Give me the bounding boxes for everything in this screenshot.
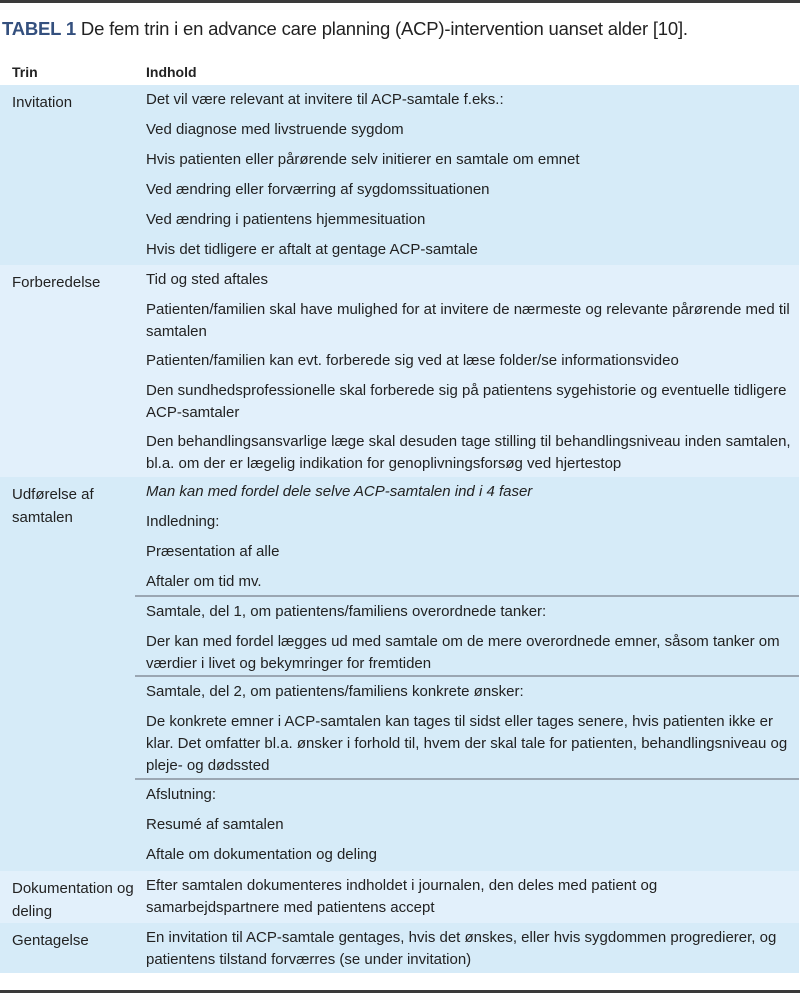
content-item: Patienten/familien skal have mulighed for at invitere de nærmeste og relevante pårørende med til samtalen — [146, 301, 790, 340]
step-content — [135, 923, 799, 974]
step-content — [135, 477, 799, 869]
table-row-gentagelse — [0, 923, 799, 973]
content-item: Tid og sted aftales — [146, 271, 269, 288]
content-block-closing — [135, 778, 799, 869]
content-item: Hvis det tidligere er aftalt at gentage ACP-samtale — [146, 241, 478, 258]
content-item: De konkrete emner i ACP-samtalen kan tages til sidst eller tages senere, hvis patienten ikke er klar. Det omfatter bl.a. ønsker i forhold til, hvem der skal tale for patienten, behandlingsniveau og pleje- og dødssted — [146, 713, 788, 774]
content-block — [135, 923, 799, 974]
column-header-indhold: Indhold — [146, 64, 197, 80]
content-item: Præsentation af alle — [146, 543, 280, 560]
table-row-dokumentation — [0, 871, 799, 923]
step-label: Dokumentation og deling — [12, 880, 134, 920]
content-item: En invitation til ACP-samtale gentages, hvis det ønskes, eller hvis sygdommen progredierer, og patientens tilstand forværres (se under invitation) — [146, 929, 777, 968]
content-block — [135, 265, 799, 478]
content-block — [135, 871, 799, 922]
content-item: Ved ændring i patientens hjemmesituation — [146, 211, 426, 228]
content-item: Resumé af samtalen — [146, 816, 284, 833]
content-item: Efter samtalen dokumenteres indholdet i journalen, den deles med patient og samarbejdspartnere med patientens accept — [146, 877, 658, 916]
step-label: Udførelse af samtalen — [12, 486, 94, 526]
acp-steps-table — [0, 85, 799, 973]
caption-label: TABEL 1 — [2, 18, 76, 39]
bottom-rule — [0, 990, 800, 993]
table-caption — [2, 17, 798, 41]
table-row-forberedelse — [0, 265, 799, 477]
column-header-trin: Trin — [12, 64, 38, 80]
caption-text: De fem trin i en advance care planning (ACP)-intervention uanset alder [10]. — [75, 18, 688, 39]
step-content — [135, 871, 799, 922]
content-item: Aftaler om tid mv. — [146, 573, 262, 590]
step-content — [135, 85, 799, 265]
content-item: Det vil være relevant at invitere til ACP-samtale f.eks.: — [146, 91, 504, 108]
content-item-note: Man kan med fordel dele selve ACP-samtalen ind i 4 faser — [146, 483, 533, 500]
content-block-intro — [135, 477, 799, 595]
content-item: Ved diagnose med livstruende sygdom — [146, 121, 404, 138]
content-item: Afslutning: — [146, 786, 217, 803]
step-label: Forberedelse — [12, 274, 101, 291]
content-item: Hvis patienten eller pårørende selv initierer en samtale om emnet — [146, 151, 580, 168]
top-rule — [0, 0, 800, 3]
content-item: Patienten/familien kan evt. forberede sig ved at læse folder/se informationsvideo — [146, 352, 679, 369]
content-block — [135, 85, 799, 265]
content-item: Den behandlingsansvarlige læge skal desuden tage stilling til behandlingsniveau inden samtalen, bl.a. om der er lægelig indikation for genoplivningsforsøg ved hjertestop — [146, 433, 791, 472]
content-item: Der kan med fordel lægges ud med samtale om de mere overordnede emner, såsom tanker om værdier i livet og bekymringer for fremtiden — [146, 633, 780, 672]
content-item: Samtale, del 1, om patientens/familiens overordnede tanker: — [146, 603, 547, 620]
content-block-part2 — [135, 675, 799, 778]
table-row-udfoerelse — [0, 477, 799, 871]
content-item: Aftale om dokumentation og deling — [146, 846, 377, 863]
step-label: Invitation — [12, 94, 73, 111]
table-header — [0, 62, 800, 84]
content-item: Den sundhedsprofessionelle skal forberede sig på patientens sygehistorie og eventuelle tidligere ACP-samtaler — [146, 382, 787, 421]
step-content — [135, 265, 799, 478]
step-label: Gentagelse — [12, 932, 89, 949]
table-row-invitation — [0, 85, 799, 265]
content-item: Samtale, del 2, om patientens/familiens konkrete ønsker: — [146, 683, 524, 700]
content-item: Ved ændring eller forværring af sygdomssituationen — [146, 181, 490, 198]
content-block-part1 — [135, 595, 799, 675]
content-item: Indledning: — [146, 513, 220, 530]
